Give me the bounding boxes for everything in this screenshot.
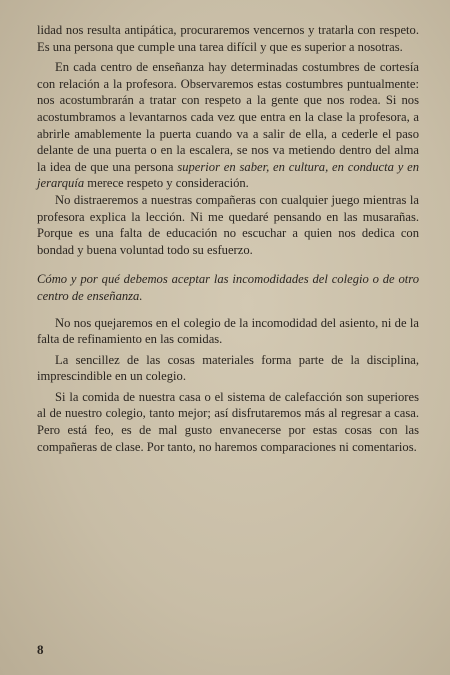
paragraph-simplicity: La sencillez de las cosas materiales forma parte de la disciplina, imprescindible en un colegio. — [37, 352, 419, 384]
paragraph-continuation: lidad nos resulta antipática, procuraremos vencernos y tratarla con respeto. Es una persona que cumple una tarea difícil y que es superior a nosotras. — [37, 23, 419, 54]
section-heading: Cómo y por qué debemos aceptar las incomodidades del colegio o de otro centro de enseñanza. — [37, 272, 419, 303]
courtesy-text-part: En cada centro de enseñanza hay determinadas costumbres de cortesía con relación a la profesora. Observaremos estas costumbres puntualmente: nos acostumbrarán a tratar con respeto a la gente que nos rodea. Si nos acostumbramos a levantarnos cada vez que entra en la clase la profesora, a abrirle amablemente la puerta cuando va a salir de ella, a cederle el paso delante de una puerta o en la escalera, se nos va metiendo dentro del alma la idea de que una persona — [37, 60, 419, 174]
section-body — [37, 315, 419, 456]
courtesy-text-end: merece respeto y consideración. — [84, 176, 249, 191]
page-text — [37, 22, 419, 455]
paragraph-no-complaints: No nos quejaremos en el colegio de la incomodidad del asiento, ni de la falta de refinamiento en las comidas. — [37, 315, 419, 347]
courtesy-italic-phrase: superior en saber, en cultura, en conducta y en jerarquía — [37, 159, 419, 191]
paragraph-comparisons: Si la comida de nuestra casa o el sistema de calefacción son superiores al de nuestro colegio, tanto mejor; así disfrutaremos más al regresar a casa. Pero está feo, es de mal gusto envanecerse por estas cosas con las compañeras de clase. Por tanto, no haremos comparaciones ni comentarios. — [37, 389, 419, 454]
paragraph-courtesy-customs — [37, 59, 419, 192]
page-number: 8 — [37, 642, 44, 657]
paragraph-no-distraction: No distraeremos a nuestras compañeras con cualquier juego mientras la profesora explica la lección. Ni me quedaré pensando en las musarañas. Porque es una falta de educación no escuchar a quien nos dedica con bondad y buena voluntad todo su esfuerzo. — [37, 192, 419, 257]
